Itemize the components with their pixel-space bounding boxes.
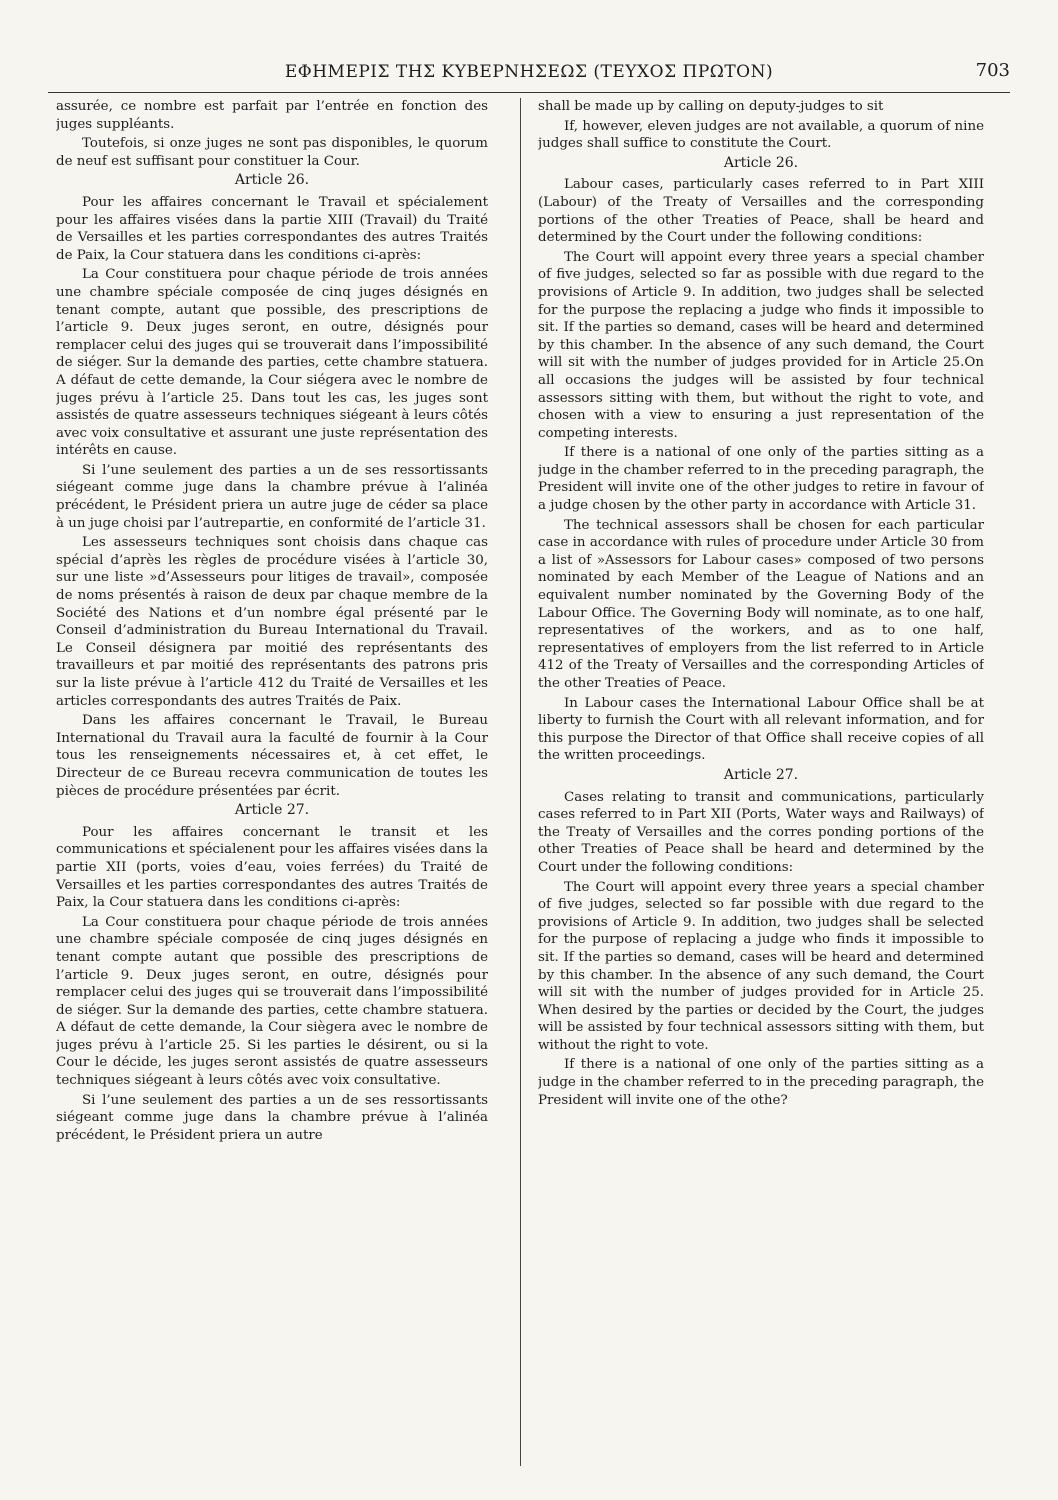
gazette-title: ΕΦΗΜΕΡΙΣ ΤΗΣ ΚΥΒΕΡΝΗΣΕΩΣ (ΤΕΥΧΟΣ ΠΡΩΤΟΝ)	[284, 62, 774, 82]
paragraph: Labour cases, particularly cases referred to in Part XIII (Labour) of the Treaty of Versailles and the corresponding portions of the other Treaties of Peace, shall be heard and determined by the Court under the following conditions:	[538, 177, 984, 246]
paragraph: Cases relating to transit and communications, particularly cases referred to in Part XII (Ports, Water ways and Railways) of the Treaty of Versailles and the corres ponding portions of the other Treaties of Peace shall be heard and determined by the Court under the following conditions:	[538, 789, 984, 875]
paragraph: assurée, ce nombre est parfait par l’entrée en fonction des juges suppléants.	[56, 99, 488, 132]
paragraph: Les assesseurs techniques sont choisis dans chaque cas spécial d’après les règles de procédure visées à l’article 30, sur une liste »d’Assesseurs pour litiges de travail», composée de noms présentés à raison de deux par chaque membre de la Société des Nations et d’un nombre égal présenté par le Conseil d’administration du Bureau International du Travail. Le Conseil désignera par moitié des représentants des travailleurs et par moitié des représentants des patrons pris sur la liste prévue à l’article 412 du Traité de Versailles et les articles correspondants des autres Traités de Paix.	[56, 535, 488, 709]
article-heading: Article 27.	[723, 766, 799, 783]
paragraph: If there is a national of one only of the parties sitting as a judge in the chamber referred to in the preceding paragraph, the President will invite one of the othe?	[538, 1057, 984, 1108]
paragraph: shall be made up by calling on deputy-judges to sit	[538, 99, 884, 114]
paragraph: La Cour constituera pour chaque période de trois années une chambre spéciale composée de cinq juges désignés en tenant compte autant que possible des prescriptions de l’article 9. Deux juges seront, en outre, désignés pour remplacer celui des juges qui se trouverait dans l’impossibilité de siéger. Sur la demande des parties, cette chambre statuera. A défaut de cette demande, la Cour siègera avec le nombre de juges prévu à l’article 25. Si les parties le désirent, ou si la Cour le décide, les juges seront assistés de quatre assesseurs techniques siégeant à leurs côtés avec voix consultative.	[56, 914, 488, 1089]
paragraph: Pour les affaires concernant le transit et les communications et spécialenent pour les affaires visées dans la partie XII (ports, voies d’eau, voies ferrées) du Traité de Versailles et les parties correspondantes des autres Traités de Paix, la Cour statuera dans les conditions ci-après:	[56, 824, 488, 911]
paragraph: If, however, eleven judges are not available, a quorum of nine judges shall suffice to constitute the Court.	[538, 118, 984, 152]
english-column	[538, 98, 984, 1478]
paragraph: La Cour constituera pour chaque période de trois années une chambre spéciale composée de cinq juges désignés en tenant compte, autant que possible, des prescriptions de l’article 9. Deux juges seront, en outre, désignés pour remplacer celui des juges qui se trouverait dans l’impossibilité de siéger. Sur la demande des parties, cette chambre statuera. A défaut de cette demande, la Cour siégera avec le nombre de juges prévu à l’article 25. Dans tout les cas, les juges sont assistés de quatre assesseurs techniques siégeant à leurs côtés avec voix consultative et assurant une juste représentation des intérêts en cause.	[56, 267, 488, 459]
paragraph: Si l’une seulement des parties a un de ses ressortissants siégeant comme juge dans la chambre prévue à l’alinéa précédent, le Président priera un autre juge de céder sa place à un juge choisi par l’autrepartie, en conformité de l’article 31.	[56, 462, 488, 531]
article-heading: Article 27.	[234, 802, 310, 819]
article-heading: Article 26.	[234, 172, 310, 189]
paragraph: Pour les affaires concernant le Travail et spécialement pour les affaires visées dans la partie XIII (Travail) du Traité de Versailles et les parties correspondantes des autres Traités de Paix, la Cour statuera dans les conditions ci-après:	[56, 194, 488, 263]
paragraph: The technical assessors shall be chosen for each particular case in accordance with rules of procedure under Article 30 from a list of »Assessors for Labour cases» composed of two persons nominated by each Member of the League of Nations and an equivalent number nominated by the Governing Body of the Labour Office. The Governing Body will nominate, as to one half, representatives of the workers, and as to one half, representatives of employers from the list referred to in Article 412 of the Treaty of Versailles and the corresponding Articles of the other Treaties of Peace.	[538, 517, 984, 691]
paragraph: If there is a national of one only of the parties sitting as a judge in the chamber referred to in the preceding paragraph, the President will invite one of the other judges to retire in favour of a judge chosen by the other party in accordance with Article 31.	[538, 445, 984, 514]
paragraph: Dans les affaires concernant le Travail, le Bureau International du Travail aura la faculté de fournir à la Cour tous les renseignements nécessaires et, à cet effet, le Directeur de ce Bureau recevra communication de toutes les pièces de procédure présentées par écrit.	[56, 713, 488, 799]
page-number: 703	[975, 60, 1010, 81]
paragraph: The Court will appoint every three years a special chamber of five judges, selected so far possible with due regard to the provisions of Article 9. In addition, two judges shall be selected for the purpose of replacing a judge who finds it impossible to sit. If the parties so demand, cases will be heard and determined by this chamber. In the absence of any such demand, the Court will sit with the number of judges provided for in Article 25. When desired by the parties or decided by the Court, the judges will be assisted by four technical assessors sitting with them, but without the right to vote.	[538, 879, 984, 1053]
paragraph: The Court will appoint every three years a special chamber of five judges, selected so far as possible with due regard to the provisions of Article 9. In addition, two judges shall be selected for the purpose the replacing a judge who finds it impossible to sit. If the parties so demand, cases will be heard and determined by this chamber. In the absence of any such demand, the Court will sit with the number of judges provided for in Article 25.On all occasions the judges will be assisted by four technical assessors sitting with them, but without the right to vote, and chosen with a view to ensuring a just representation of the competing interests.	[538, 249, 984, 441]
article-heading: Article 26.	[723, 154, 799, 171]
paragraph: Toutefois, si onze juges ne sont pas disponibles, le quorum de neuf est suffisant pour constituer la Cour.	[56, 136, 488, 169]
page-header	[48, 58, 1010, 93]
column-divider	[520, 98, 521, 1466]
paragraph: In Labour cases the International Labour Office shall be at liberty to furnish the Court with all relevant information, and for this purpose the Director of that Office shall receive copies of all the written proceedings.	[538, 695, 984, 764]
french-column	[56, 98, 488, 1478]
paragraph: Si l’une seulement des parties a un de ses ressortissants siégeant comme juge dans la chambre prévue à l’alinéa précédent, le Président priera un autre	[56, 1092, 488, 1143]
